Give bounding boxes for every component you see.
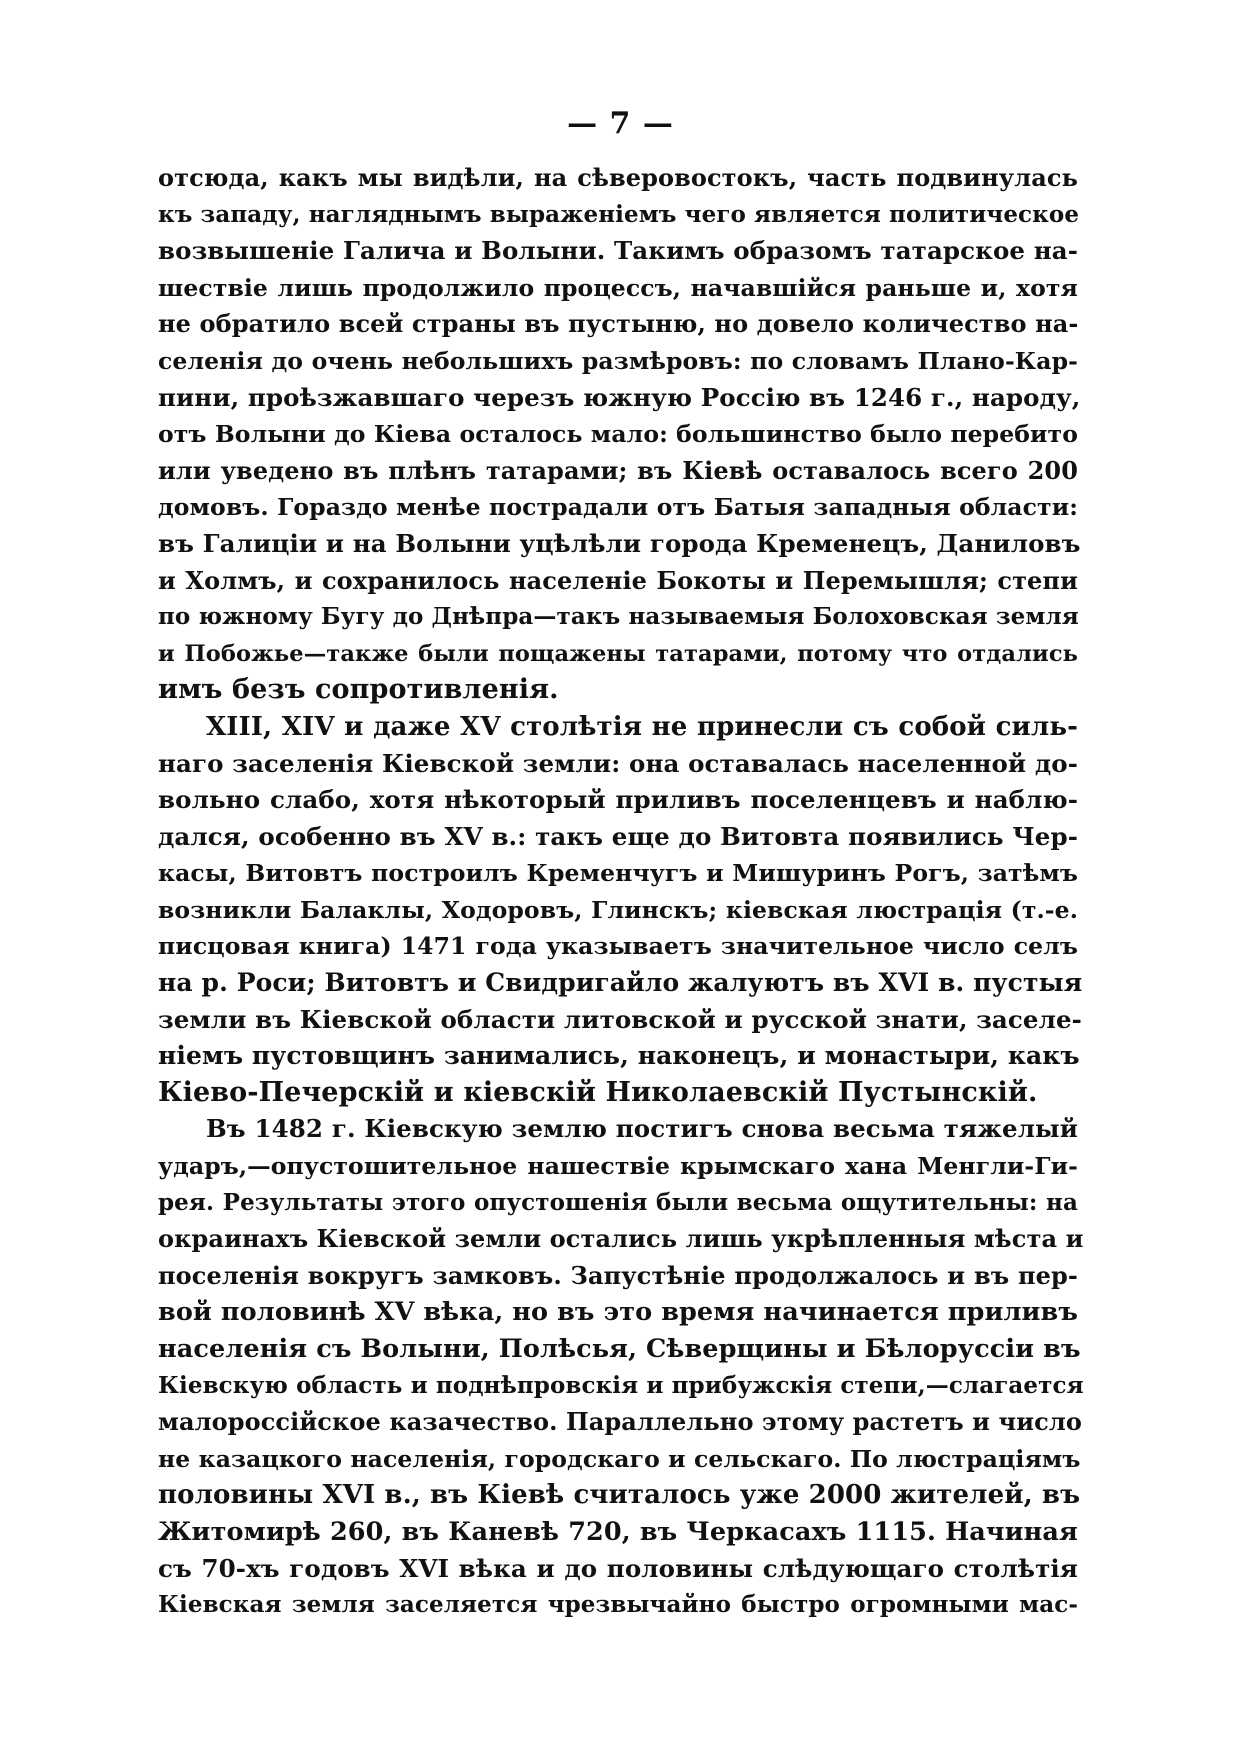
text-line: земли въ Кіевской области литовской и русской знати, заселе-	[158, 1004, 1082, 1034]
text-line: шествіе лишь продолжило процессъ, начавшійся раньше и, хотя	[158, 273, 1078, 302]
text-line: рея. Результаты этого опустошенія были весьма ощутительны: на	[158, 1188, 1078, 1216]
page-number: — 7 —	[567, 106, 674, 141]
text-line: къ западу, нагляднымъ выраженіемъ чего является политическое	[158, 200, 1080, 228]
text-line: отсюда, какъ мы видѣли, на сѣверовостокъ, часть подвинулась	[158, 163, 1078, 192]
text-line: населенія съ Волыни, Полѣсья, Сѣверщины и Бѣлоруссіи въ	[158, 1334, 1081, 1364]
text-line: XIII, XIV и даже XV столѣтія не принесли съ собой силь-	[206, 711, 1078, 742]
text-line: отъ Волыни до Кіева осталось мало: большинство было перебито	[158, 420, 1078, 449]
text-line: наго заселенія Кіевской земли: она оставалась населенной до-	[158, 748, 1078, 778]
text-line: вольно слабо, хотя нѣкоторый приливъ поселенцевъ и наблю-	[158, 785, 1078, 815]
text-line: имъ безъ сопротивленія.	[158, 674, 559, 706]
text-line: писцовая книга) 1471 года указываетъ значительное число селъ	[158, 932, 1078, 961]
text-line: возникли Балаклы, Ходоровъ, Глинскъ; кіевская люстрація (т.-е.	[158, 895, 1078, 924]
text-line: и Побожье—также были пощажены татарами, потому что отдались	[158, 640, 1078, 667]
text-line: дался, особенно въ XV в.: такъ еще до Витовта появились Чер-	[158, 821, 1078, 851]
text-line: на р. Роси; Витовтъ и Свидригайло жалуютъ въ XVI в. пустыя	[158, 968, 1083, 998]
text-line: или уведено въ плѣнъ татарами; въ Кіевѣ оставалось всего 200	[158, 455, 1078, 485]
text-line: ніемъ пустовщинъ занимались, наконецъ, и монастыри, какъ	[158, 1041, 1080, 1071]
text-line: Въ 1482 г. Кіевскую землю постигъ снова весьма тяжелый	[206, 1114, 1078, 1144]
text-line: Кіевская земля заселяется чрезвычайно быстро огромными мас-	[158, 1591, 1078, 1619]
text-line: малороссійское казачество. Параллельно этому растетъ и число	[158, 1407, 1082, 1437]
text-line: не обратило всей страны въ пустыню, но довело количество на-	[158, 309, 1079, 339]
text-line: возвышеніе Галича и Волыни. Такимъ образомъ татарское на-	[158, 236, 1079, 266]
text-line: касы, Витовтъ построилъ Кременчугъ и Мишуринъ Рогъ, затѣмъ	[158, 859, 1078, 888]
text-line: селенія до очень небольшихъ размѣровъ: по словамъ Плано-Кар-	[158, 346, 1078, 375]
text-line: пини, проѣзжавшаго черезъ южную Россію въ 1246 г., народу,	[158, 382, 1081, 412]
text-line: и Холмъ, и сохранилось населеніе Бокоты и Перемышля; степи	[158, 565, 1078, 595]
body-text	[158, 160, 1084, 1624]
text-line: не казацкого населенія, городскаго и сельскаго. По люстраціямъ	[158, 1444, 1081, 1473]
text-line: въ Галиціи и на Волыни уцѣлѣли города Кременецъ, Даниловъ	[158, 528, 1081, 558]
text-line: домовъ. Гораздо менѣе пострадали отъ Батыя западныя области:	[158, 493, 1078, 522]
text-line: вой половинѣ XV вѣка, но въ это время начинается приливъ	[158, 1297, 1079, 1328]
text-line: Житомирѣ 260, въ Каневѣ 720, въ Черкасахъ 1115. Начиная	[158, 1516, 1078, 1547]
text-line: окраинахъ Кіевской земли остались лишь укрѣпленныя мѣста и	[158, 1224, 1084, 1254]
text-line: съ 70-хъ годовъ XVI вѣка и до половины слѣдующаго столѣтія	[158, 1553, 1078, 1583]
text-line: Кіево-Печерскій и кіевскій Николаевскій Пустынскій.	[158, 1076, 1038, 1108]
text-line: по южному Бугу до Днѣпра—такъ называемыя Болоховская земля	[158, 603, 1079, 631]
text-line: половины XVI в., въ Кіевѣ считалось уже 2000 жителей, въ	[158, 1480, 1081, 1511]
text-line: поселенія вокругъ замковъ. Запустѣніе продолжалось и въ пер-	[158, 1260, 1078, 1290]
text-line: ударъ,—опустошительное нашествіе крымскаго хана Менгли-Ги-	[158, 1152, 1078, 1181]
text-line: Кіевскую область и поднѣпровскія и прибужскія степи,—слагается	[158, 1371, 1084, 1399]
